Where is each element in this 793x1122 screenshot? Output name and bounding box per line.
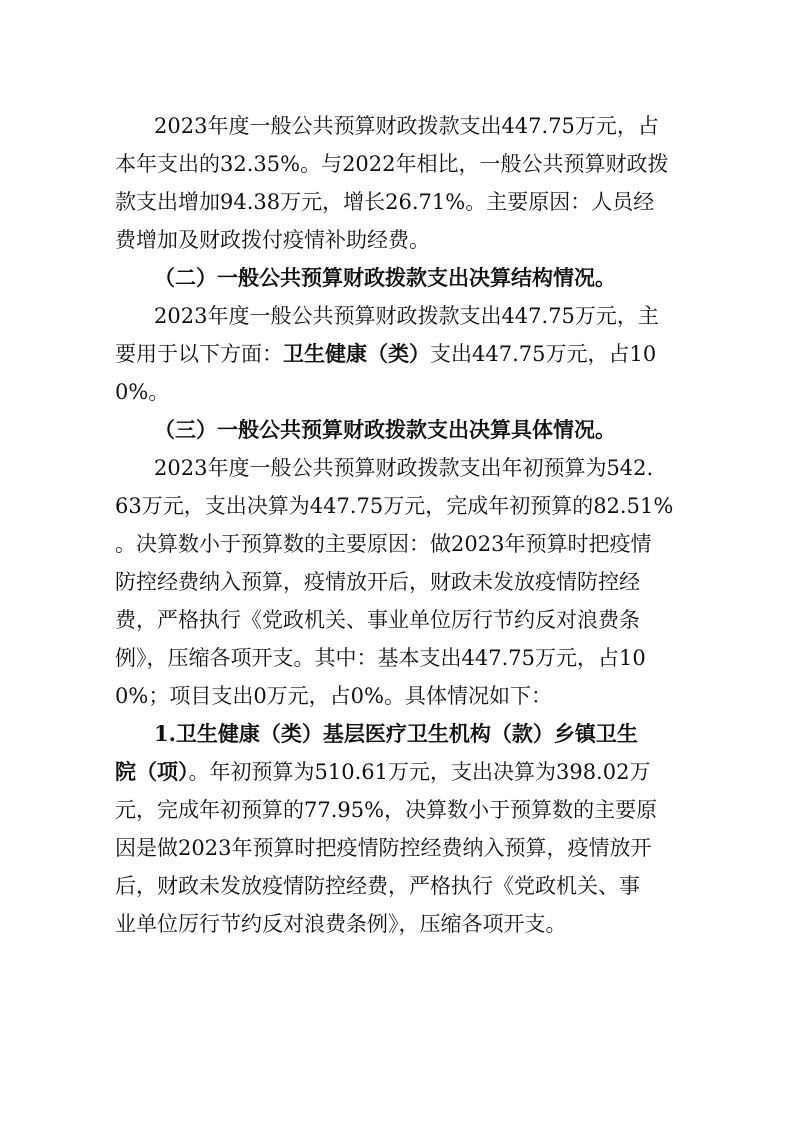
para4-line2 [115, 758, 695, 786]
para4-line1: 1.卫生健康（类）基层医疗卫生机构（款）乡镇卫生 [154, 721, 638, 746]
para4-line5: 后，财政未发放疫情防控经费，严格执行《党政机关、事 [115, 874, 640, 898]
para4-line3: 元，完成年初预算的77.95%，决算数小于预算数的主要原 [115, 798, 658, 822]
para2-line2 [115, 340, 695, 368]
para1-line1: 2023年度一般公共预算财政拨款支出447.75万元，占 [154, 114, 659, 138]
para2-line1: 2023年度一般公共预算财政拨款支出447.75万元，主 [154, 304, 659, 328]
para1-line3: 款支出增加94.38万元，增长26.71%。主要原因：人员经 [115, 190, 655, 214]
para3-line5: 费，严格执行《党政机关、事业单位厉行节约反对浪费条 [115, 608, 640, 632]
para3-line2: 63万元，支出决算为447.75万元，完成年初预算的82.51% [115, 494, 674, 518]
section-heading-3: （三）一般公共预算财政拨款支出决算具体情况。 [154, 417, 616, 442]
para2-line3: 0%。 [115, 380, 170, 404]
para4-line4: 因是做2023年预算时把疫情防控经费纳入预算，疫情放开 [115, 836, 652, 860]
para3-line3: 。决算数小于预算数的主要原因：做2023年预算时把疫情 [115, 532, 652, 556]
para3-line6: 例》，压缩各项开支。其中：基本支出447.75万元，占10 [115, 646, 646, 670]
section-heading-2: （二）一般公共预算财政拨款支出决算结构情况。 [154, 265, 616, 290]
para2-line2-post: 支出447.75万元，占10 [430, 342, 657, 366]
para1-line4: 费增加及财政拨付疫情补助经费。 [115, 228, 430, 252]
para1-line2: 本年支出的32.35%。与2022年相比，一般公共预算财政拨 [115, 152, 669, 176]
para4-line2-bold: 院（项） [115, 759, 189, 784]
para4-line2-post: 。年初预算为510.61万元，支出决算为398.02万 [188, 760, 651, 784]
para2-line2-pre: 要用于以下方面： [115, 342, 283, 366]
para3-line1: 2023年度一般公共预算财政拨款支出年初预算为542. [154, 456, 654, 480]
para3-line7: 0%；项目支出0万元，占0%。具体情况如下： [115, 684, 552, 708]
para3-line4: 防控经费纳入预算，疫情放开后，财政未发放疫情防控经 [115, 570, 640, 594]
para4-line6: 业单位厉行节约反对浪费条例》，压缩各项开支。 [115, 912, 567, 936]
para2-line2-bold: 卫生健康（类） [283, 341, 430, 366]
